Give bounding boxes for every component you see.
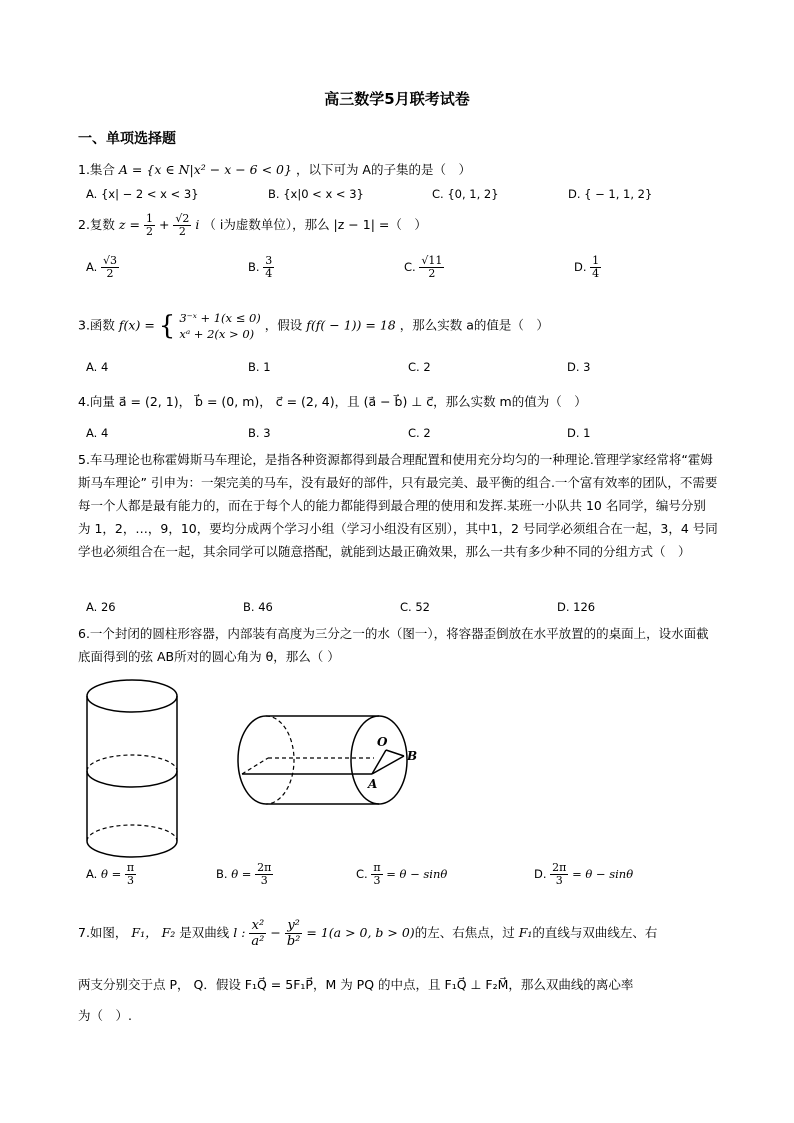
q2-frac-1 <box>144 213 155 238</box>
q7-f1: F₁ <box>518 925 533 940</box>
q6-b-den: 3 <box>260 874 268 887</box>
q2-b-num: 3 <box>265 254 273 267</box>
q2-frac2-num: √2 <box>175 212 190 225</box>
q5-option-a[interactable]: A. 26 <box>86 600 116 614</box>
q7-suffix: 的直线与双曲线左、右 <box>532 925 658 940</box>
q3-brace: { <box>158 311 176 341</box>
question-5: 5.车马理论也称霍姆斯马车理论，是指各种资源都得到最合理配置和使用充分均匀的一种理论.管理学家经常将“霍姆斯马车理论” 引申为：一架完美的马车，没有最好的部件，只有最完美、最平衡的组合.一个富有效率的团队，不需要每一个人都是最有能力的，而在于每个人的能力都能得到最合理的使用和发挥.某班一小队共 10 名同学，编号分别为 1，2，…，9，10，要均分成两个学习小组（学习小组没有区别），其中1，2 号同学必须组合在一起，3，4 号同学也必须组合在一起，其余同学可以随意搭配，就能到达最正确效果，那么一共有多少种不同的分组方式（ ） <box>78 452 718 559</box>
q1-suffix: ，以下可为 A的子集的是（ ） <box>295 162 471 177</box>
q7-line-3: 为（ ）. <box>78 1008 132 1023</box>
q6-c-label: C. <box>356 867 368 881</box>
q3-option-b[interactable]: B. 1 <box>248 360 271 374</box>
q2-frac1-num: 1 <box>145 212 153 225</box>
radius-ob <box>386 750 404 756</box>
q7-frac-y <box>285 918 303 949</box>
q2-frac2-den: 2 <box>178 225 186 238</box>
q2-option-d[interactable] <box>574 255 601 280</box>
q3-suffix: ，那么实数 a的值是（ ） <box>399 317 549 333</box>
q3-case-1: 3⁻ˣ + 1(x ≤ 0) <box>179 311 261 325</box>
water-level-front <box>87 771 177 787</box>
cylinder-top-ellipse <box>87 680 177 712</box>
q6-d-frac <box>550 862 568 887</box>
q3-prefix: 3.函数 <box>78 317 115 333</box>
q2-d-frac <box>590 255 601 280</box>
q7-x2: x² <box>249 918 266 934</box>
q2-option-b[interactable] <box>248 255 274 280</box>
q6-c-den: 3 <box>373 874 381 887</box>
q6-a-num: π <box>126 861 135 874</box>
q2-suffix: （ i为虚数单位），那么 |z − 1| =（ ） <box>203 217 427 232</box>
q6-option-d[interactable] <box>534 862 633 887</box>
q5-option-d[interactable]: D. 126 <box>557 600 596 614</box>
q1-option-b[interactable]: B. {x|0 < x < 3} <box>268 187 364 201</box>
q2-frac-2 <box>173 213 191 238</box>
q6-d-post: = θ − sinθ <box>572 867 634 881</box>
q2-a-frac <box>101 255 119 280</box>
q2-z: z = <box>118 217 140 232</box>
q3-mid: ，假设 <box>264 317 303 333</box>
q2-d-den: 4 <box>592 267 600 280</box>
q2-frac1-den: 2 <box>145 225 153 238</box>
q6-d-label: D. <box>534 867 547 881</box>
question-7 <box>78 918 657 949</box>
q2-b-label: B. <box>248 260 260 274</box>
q2-c-label: C. <box>404 260 416 274</box>
q6-c-frac <box>371 862 382 887</box>
q2-a-label: A. <box>86 260 98 274</box>
q7-equation: = 1(a > 0, b > 0) <box>306 925 415 940</box>
q1-prefix: 1.集合 <box>78 162 115 177</box>
q2-c-den: 2 <box>428 267 436 280</box>
q6-b-pre: θ = <box>231 867 252 881</box>
q7-mid1: 是双曲线 <box>179 925 230 940</box>
q2-b-den: 4 <box>265 267 273 280</box>
label-a: A <box>368 777 378 791</box>
q2-d-num: 1 <box>592 254 600 267</box>
q7-prefix: 7.如图， <box>78 925 128 940</box>
q6-b-frac <box>255 862 273 887</box>
q7-frac-x <box>249 918 266 949</box>
q7-mid2: 的左、右焦点，过 <box>414 925 515 940</box>
q4-option-b[interactable]: B. 3 <box>248 426 271 440</box>
q1-option-c[interactable]: C. {0, 1, 2} <box>432 187 499 201</box>
question-4: 4.向量 a⃗ = (2, 1)， b⃗ = (0, m)， c⃗ = (2, 4)，且 (a⃗ − b⃗) ⊥ c⃗，那么实数 m的值为（ ） <box>78 394 587 409</box>
q7-b2: b² <box>286 934 301 949</box>
q2-a-num: √3 <box>102 254 117 267</box>
q2-d-label: D. <box>574 260 587 274</box>
q5-option-c[interactable]: C. 52 <box>400 600 430 614</box>
q5-option-b[interactable]: B. 46 <box>243 600 273 614</box>
label-o: O <box>377 735 388 749</box>
page-title: 高三数学5月联考试卷 <box>324 90 470 108</box>
cylinder-bottom-front <box>87 841 177 857</box>
q6-c-num: π <box>373 861 381 874</box>
q3-option-d[interactable]: D. 3 <box>567 360 591 374</box>
q7-y2: y² <box>285 918 303 934</box>
q2-option-c[interactable] <box>404 255 444 280</box>
q2-plus: + <box>158 217 170 232</box>
cylinder-bottom-back <box>87 825 177 841</box>
left-end-visible <box>238 716 266 804</box>
question-1 <box>78 160 471 178</box>
q7-curve-label: l : <box>233 925 246 940</box>
q6-a-den: 3 <box>126 874 134 887</box>
q7-a2: a² <box>251 934 265 949</box>
q2-i: i <box>195 217 200 232</box>
q6-b-num: 2π <box>257 861 272 874</box>
q6-b-label: B. <box>216 867 228 881</box>
q3-option-a[interactable]: A. 4 <box>86 360 109 374</box>
lying-cylinder-figure <box>234 708 434 808</box>
q1-set-math: A = {x ∈ N|x² − x − 6 < 0} <box>118 162 292 177</box>
q6-d-num: 2π <box>552 861 567 874</box>
question-3 <box>78 310 549 342</box>
q3-option-c[interactable]: C. 2 <box>408 360 431 374</box>
q7-foci: F₁， F₂ <box>131 925 176 940</box>
q2-a-den: 2 <box>106 267 114 280</box>
q6-d-den: 3 <box>555 874 563 887</box>
q6-c-post: = θ − sinθ <box>386 867 448 881</box>
q1-option-a[interactable]: A. {x| − 2 < x < 3} <box>86 187 199 201</box>
q3-cases <box>179 310 260 342</box>
q2-b-frac <box>263 255 274 280</box>
q2-c-num: √11 <box>421 254 443 267</box>
question-2 <box>78 213 427 238</box>
left-end-hidden <box>266 716 294 804</box>
right-end-ellipse <box>351 716 407 804</box>
q6-a-label: A. <box>86 867 98 881</box>
question-6: 6.一个封闭的圆柱形容器，内部装有高度为三分之一的水（图一），将容器歪倒放在水平放置的的桌面上，设水面截底面得到的弦 AB所对的圆心角为 θ，那么（ ） <box>78 626 709 664</box>
q7-minus: − <box>270 925 281 940</box>
q4-option-d[interactable]: D. 1 <box>567 426 591 440</box>
q2-option-a[interactable] <box>86 255 119 280</box>
q6-a-pre: θ = <box>100 867 122 881</box>
q1-option-d[interactable]: D. { − 1, 1, 2} <box>568 187 653 201</box>
q2-prefix: 2.复数 <box>78 217 115 232</box>
upright-cylinder-figure <box>80 676 185 864</box>
q3-condition: f(f( − 1)) = 18 <box>306 317 396 333</box>
q6-a-frac <box>125 862 136 887</box>
q2-c-frac <box>419 255 444 280</box>
water-surface-left <box>242 758 268 774</box>
q7-line-2: 两支分别交于点 P， Q．假设 F₁Q⃗ = 5F₁P⃗，M 为 PQ 的中点，且 F₁Q⃗ ⊥ F₂M⃗，那么双曲线的离心率 <box>78 977 634 992</box>
q6-option-b[interactable] <box>216 862 273 887</box>
q4-option-a[interactable]: A. 4 <box>86 426 109 440</box>
q3-fx: f(x) = <box>118 317 155 333</box>
q6-option-c[interactable] <box>356 862 447 887</box>
label-b: B <box>407 749 418 763</box>
q4-option-c[interactable]: C. 2 <box>408 426 431 440</box>
section-heading: 一、单项选择题 <box>78 131 176 147</box>
q6-option-a[interactable] <box>86 862 136 887</box>
water-level-back <box>87 755 177 771</box>
q3-case-2: xᵃ + 2(x > 0) <box>179 327 255 341</box>
